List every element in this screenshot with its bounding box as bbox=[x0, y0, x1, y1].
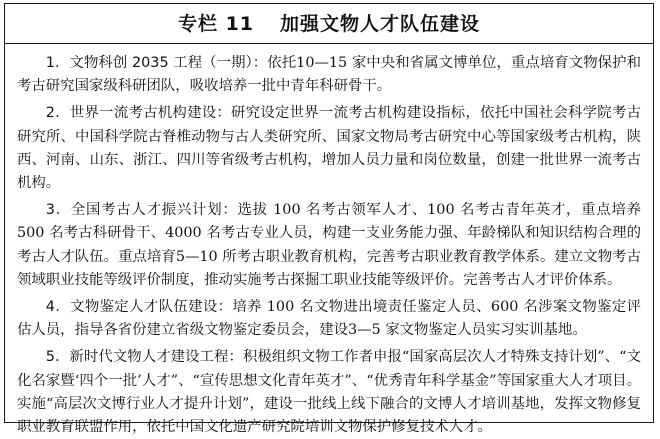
list-item bbox=[17, 296, 641, 342]
item-text: 研究设定世界一流考古机构建设指标，依托中国社会科学院考古研究所、中国科学院古脊椎动物与古人类研究所、国家文物局考古研究中心等国家级考古机构，陕西、河南、山东、浙江、四川等省级考古机构，增加人员力量和岗位数量，创建一批世界一流考古机构。 bbox=[17, 105, 641, 192]
list-item bbox=[17, 199, 641, 292]
panel-content bbox=[5, 44, 653, 439]
column-panel bbox=[4, 3, 654, 436]
item-heading: 3．全国考古人才振兴计划： bbox=[45, 202, 238, 219]
item-heading: 2．世界一流考古机构建设： bbox=[45, 105, 232, 122]
item-heading: 1．文物科创 2035 工程（一期）： bbox=[45, 55, 268, 71]
item-text: 培养 100 名文物进出境责任鉴定人员、600 名涉案文物鉴定评估人员，指导各省份建立省级文物鉴定委员会，建设3—5 家文物鉴定人员实习实训基地。 bbox=[17, 299, 641, 339]
panel-title-bar bbox=[5, 4, 653, 44]
list-item bbox=[17, 346, 641, 439]
column-number: 专栏 11 bbox=[177, 13, 255, 35]
item-text: 积极组织文物工作者申报“国家高层次人才特殊支持计划”、“文化名家暨‘四个一批’人才”、“宣传思想文化青年英才”、“优秀青年科学基金”等国家重大人才项目。实施“高层次文博行业人才提升计划”，建设一批线上线下融合的文博人才培训基地，发挥文物修复职业教育联盟作用，依托中国文化遗产研究院培训文物保护修复技术人才。 bbox=[17, 349, 641, 436]
item-text: 选拔 100 名考古领军人才、100 名考古青年英才，重点培养 500 名考古科研骨干、4000 名考古专业人员，构建一支业务能力强、年龄梯队和知识结构合理的考古人才队伍。重点培育5—10 所考古职业教育机构，完善考古职业教育教学体系。建立文物考古领域职业技能等级评价制度，推动实施考古探掘工职业技能等级评价。完善考古人才评价体系。 bbox=[17, 202, 641, 288]
list-item bbox=[17, 102, 641, 195]
item-text: 依托10—15 家中央和省属文博单位，重点培育文物保护和考古研究国家级科研团队，吸收培养一批中青年科研骨干。 bbox=[17, 55, 641, 95]
item-heading: 5．新时代文物人才建设工程： bbox=[45, 349, 243, 366]
list-item bbox=[17, 52, 641, 98]
item-heading: 4．文物鉴定人才队伍建设： bbox=[45, 299, 233, 316]
panel-title: 加强文物人才队伍建设 bbox=[280, 13, 481, 35]
